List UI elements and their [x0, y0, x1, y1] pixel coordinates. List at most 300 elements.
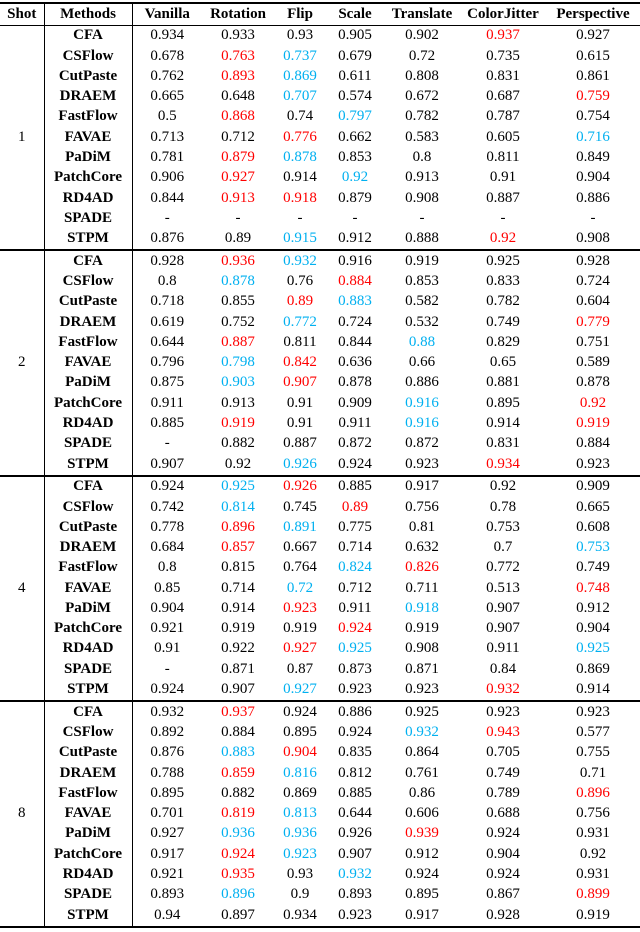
value-cell: 0.871 — [405, 660, 439, 677]
method-cell: PatchCore — [44, 393, 132, 413]
value-cell: 0.919 — [405, 620, 439, 637]
method-cell: RD4AD — [44, 639, 132, 659]
value-cell: 0.907 — [486, 620, 520, 637]
value-cell: 0.896 — [576, 784, 610, 801]
value-cell: 0.886 — [405, 374, 439, 391]
method-cell: CSFlow — [44, 497, 132, 517]
value-cell: 0.919 — [283, 620, 317, 637]
value-cell: 0.923 — [405, 681, 439, 698]
value-cell: 0.911 — [338, 599, 372, 616]
value-cell: 0.893 — [150, 886, 185, 903]
method-cell: DRAEM — [44, 87, 132, 107]
value-cell: 0.749 — [486, 764, 520, 781]
value-cell: 0.885 — [338, 784, 372, 801]
value-cell: - — [235, 209, 241, 226]
value-cell: 0.924 — [486, 865, 520, 882]
value-cell: 0.886 — [326, 701, 384, 723]
value-cell: 0.919 — [221, 415, 255, 431]
value-cell: 0.918 — [405, 599, 439, 616]
value-cell: 0.882 — [221, 435, 255, 452]
value-cell: 0.644 — [150, 333, 185, 350]
value-cell: 0.7 — [493, 539, 513, 556]
value-cell: 0.921 — [150, 620, 185, 637]
table-row — [0, 67, 640, 87]
value-cell: 0.896 — [221, 518, 255, 535]
value-cell: 0.72 — [408, 47, 436, 64]
value-cell: 0.833 — [486, 273, 520, 290]
value-cell: 0.826 — [405, 559, 439, 576]
method-cell: RD4AD — [44, 865, 132, 885]
value-cell: - — [164, 660, 170, 677]
value-cell: 0.84 — [489, 660, 517, 677]
table-row — [0, 905, 640, 927]
value-cell: 0.936 — [202, 250, 274, 272]
value-cell: - — [500, 209, 506, 226]
value-cell: 0.605 — [486, 128, 520, 145]
value-cell: 0.672 — [405, 88, 439, 105]
value-cell: 0.907 — [486, 599, 520, 616]
value-cell: 0.882 — [221, 784, 255, 801]
value-cell: 0.93 — [286, 27, 314, 44]
value-cell: 0.89 — [341, 498, 369, 515]
method-cell: CutPaste — [44, 743, 132, 763]
shot-cell: 8 — [0, 701, 44, 927]
value-cell: 0.904 — [576, 169, 610, 186]
value-cell: 0.748 — [576, 579, 610, 596]
value-cell: 0.875 — [150, 374, 185, 391]
value-cell: 0.937 — [202, 701, 274, 723]
value-cell: 0.925 — [576, 640, 610, 657]
value-cell: 0.864 — [405, 744, 439, 761]
value-cell: 0.907 — [221, 681, 255, 698]
value-cell: 0.615 — [576, 47, 610, 64]
value-cell: 0.883 — [338, 293, 372, 310]
value-cell: 0.76 — [286, 273, 314, 290]
value-cell: 0.737 — [283, 47, 317, 64]
value-cell: 0.925 — [384, 701, 460, 723]
method-cell: FAVAE — [44, 127, 132, 147]
value-cell: 0.687 — [486, 88, 520, 105]
value-cell: 0.775 — [338, 518, 372, 535]
method-cell: DRAEM — [44, 763, 132, 783]
value-cell: 0.86 — [408, 784, 436, 801]
value-cell: 0.764 — [283, 559, 317, 576]
value-cell: 0.883 — [221, 744, 255, 761]
table-row — [0, 844, 640, 864]
value-cell: 0.778 — [150, 518, 185, 535]
value-cell: 0.532 — [405, 313, 439, 330]
value-cell: - — [419, 209, 425, 226]
value-cell: 0.781 — [150, 148, 185, 165]
header-row — [0, 3, 640, 26]
value-cell: 0.753 — [576, 539, 610, 556]
value-cell: 0.873 — [338, 660, 372, 677]
value-cell: 0.908 — [405, 189, 439, 206]
value-cell: 0.844 — [338, 333, 372, 350]
value-cell: 0.71 — [579, 764, 607, 781]
table-row — [0, 353, 640, 373]
value-cell: 0.867 — [486, 886, 520, 903]
value-cell: 0.714 — [338, 539, 372, 556]
method-cell: CFA — [44, 701, 132, 723]
value-cell: 0.869 — [283, 784, 317, 801]
table-row — [0, 804, 640, 824]
method-cell: CSFlow — [44, 272, 132, 292]
table-header — [0, 3, 640, 26]
table-body — [0, 26, 640, 928]
value-cell: 0.924 — [132, 476, 202, 498]
value-cell: 0.796 — [150, 354, 185, 371]
value-cell: 0.912 — [576, 599, 610, 616]
value-cell: 0.92 — [579, 394, 607, 411]
value-cell: 0.735 — [486, 47, 520, 64]
table-row — [0, 680, 640, 702]
value-cell: 0.914 — [283, 169, 317, 186]
value-cell: 0.754 — [576, 108, 610, 125]
value-cell: 0.714 — [221, 579, 255, 596]
value-cell: 0.913 — [221, 189, 255, 206]
value-cell: 0.779 — [576, 313, 610, 330]
value-cell: 0.918 — [283, 189, 317, 206]
value-cell: 0.88 — [408, 333, 436, 350]
value-cell: 0.688 — [486, 805, 520, 822]
value-cell: 0.914 — [221, 599, 255, 616]
value-cell: 0.87 — [286, 660, 314, 677]
value-cell: 0.887 — [221, 333, 255, 350]
value-cell: 0.713 — [150, 128, 185, 145]
value-cell: 0.925 — [202, 476, 274, 498]
value-cell: 0.917 — [405, 906, 439, 923]
value-cell: 0.927 — [576, 27, 610, 44]
table-row — [0, 292, 640, 312]
value-cell: 0.902 — [405, 27, 439, 44]
value-cell: 0.92 — [460, 476, 546, 498]
value-cell: 0.762 — [150, 67, 185, 84]
value-cell: 0.914 — [576, 681, 610, 698]
value-cell: 0.932 — [274, 250, 326, 272]
value-cell: 0.886 — [576, 189, 610, 206]
value-cell: 0.513 — [486, 579, 520, 596]
value-cell: 0.904 — [576, 620, 610, 637]
value-cell: 0.582 — [405, 293, 439, 310]
value-cell: 0.824 — [338, 559, 372, 576]
value-cell: 0.813 — [283, 805, 317, 822]
value-cell: 0.868 — [221, 108, 255, 125]
value-cell: 0.916 — [326, 250, 384, 272]
value-cell: 0.772 — [283, 313, 317, 330]
value-cell: 0.74 — [286, 108, 314, 125]
value-cell: 0.756 — [405, 498, 439, 515]
value-cell: 0.932 — [338, 865, 372, 882]
method-cell: PaDiM — [44, 148, 132, 168]
col-header-methods: Methods — [44, 3, 132, 26]
method-cell: STPM — [44, 905, 132, 927]
value-cell: 0.923 — [283, 599, 317, 616]
value-cell: 0.888 — [405, 230, 439, 247]
value-cell: 0.884 — [221, 724, 255, 741]
method-cell: DRAEM — [44, 312, 132, 332]
value-cell: 0.755 — [576, 744, 610, 761]
value-cell: 0.895 — [486, 394, 520, 411]
col-header-scale: Scale — [326, 3, 384, 26]
method-cell: STPM — [44, 454, 132, 476]
method-cell: SPADE — [44, 885, 132, 905]
value-cell: 0.724 — [338, 313, 372, 330]
table-row — [0, 865, 640, 885]
value-cell: 0.906 — [150, 169, 185, 186]
value-cell: 0.632 — [405, 539, 439, 556]
col-header-colorjitter: ColorJitter — [460, 3, 546, 26]
value-cell: 0.861 — [576, 67, 610, 84]
value-cell: 0.91 — [489, 169, 517, 186]
value-cell: 0.923 — [576, 455, 610, 472]
table-row — [0, 885, 640, 905]
value-cell: 0.831 — [486, 435, 520, 452]
value-cell: 0.885 — [326, 476, 384, 498]
value-cell: 0.811 — [486, 148, 520, 165]
value-cell: - — [352, 209, 358, 226]
method-cell: CFA — [44, 26, 132, 47]
value-cell: - — [164, 209, 170, 226]
value-cell: 0.916 — [405, 394, 439, 411]
method-cell: CSFlow — [44, 46, 132, 66]
table-row — [0, 229, 640, 251]
col-header-rotation: Rotation — [202, 3, 274, 26]
table-row — [0, 250, 640, 272]
value-cell: 0.878 — [283, 148, 317, 165]
value-cell: 0.893 — [221, 67, 255, 84]
value-cell: 0.926 — [274, 476, 326, 498]
value-cell: 0.924 — [338, 455, 372, 472]
value-cell: 0.662 — [338, 128, 372, 145]
value-cell: 0.927 — [221, 169, 255, 186]
value-cell: 0.919 — [576, 906, 610, 923]
method-cell: CSFlow — [44, 723, 132, 743]
method-cell: PaDiM — [44, 599, 132, 619]
value-cell: 0.923 — [460, 701, 546, 723]
value-cell: 0.934 — [283, 906, 317, 923]
value-cell: 0.92 — [489, 230, 517, 247]
value-cell: - — [164, 435, 170, 452]
table-row — [0, 168, 640, 188]
value-cell: 0.928 — [546, 250, 640, 272]
value-cell: 0.814 — [221, 498, 255, 515]
value-cell: 0.923 — [283, 845, 317, 862]
table-row — [0, 26, 640, 47]
value-cell: 0.887 — [486, 189, 520, 206]
value-cell: 0.94 — [154, 906, 181, 923]
value-cell: 0.712 — [221, 128, 255, 145]
table-row — [0, 46, 640, 66]
value-cell: 0.763 — [221, 47, 255, 64]
table-row — [0, 784, 640, 804]
value-cell: 0.916 — [405, 415, 439, 431]
value-cell: 0.853 — [338, 148, 372, 165]
value-cell: 0.842 — [283, 354, 317, 371]
method-cell: CutPaste — [44, 518, 132, 538]
value-cell: 0.644 — [338, 805, 372, 822]
table-row — [0, 723, 640, 743]
value-cell: 0.923 — [405, 455, 439, 472]
value-cell: 0.917 — [150, 845, 185, 862]
value-cell: 0.904 — [150, 599, 185, 616]
value-cell: 0.936 — [221, 825, 255, 842]
value-cell: 0.903 — [221, 374, 255, 391]
table-row — [0, 188, 640, 208]
method-cell: PatchCore — [44, 619, 132, 639]
value-cell: 0.89 — [286, 293, 314, 310]
value-cell: 0.869 — [576, 660, 610, 677]
value-cell: 0.872 — [405, 435, 439, 452]
value-cell: 0.91 — [286, 415, 314, 431]
method-cell: FastFlow — [44, 107, 132, 127]
method-cell: STPM — [44, 680, 132, 702]
value-cell: 0.932 — [132, 701, 202, 723]
method-cell: SPADE — [44, 434, 132, 454]
value-cell: 0.665 — [150, 88, 185, 105]
table-row — [0, 743, 640, 763]
col-header-shot: Shot — [0, 3, 44, 26]
value-cell: 0.797 — [338, 108, 372, 125]
value-cell: 0.925 — [460, 250, 546, 272]
value-cell: 0.924 — [338, 620, 372, 637]
value-cell: 0.752 — [221, 313, 255, 330]
value-cell: 0.912 — [338, 230, 372, 247]
value-cell: 0.811 — [283, 333, 317, 350]
shot-cell: 2 — [0, 250, 44, 475]
value-cell: 0.881 — [486, 374, 520, 391]
value-cell: 0.905 — [338, 27, 372, 44]
value-cell: 0.611 — [338, 67, 372, 84]
value-cell: 0.5 — [157, 108, 177, 125]
value-cell: 0.896 — [221, 886, 255, 903]
value-cell: 0.887 — [283, 435, 317, 452]
value-cell: 0.667 — [283, 539, 317, 556]
table-row — [0, 497, 640, 517]
value-cell: 0.879 — [338, 189, 372, 206]
value-cell: 0.92 — [341, 169, 369, 186]
value-cell: 0.742 — [150, 498, 185, 515]
value-cell: 0.871 — [221, 660, 255, 677]
value-cell: 0.926 — [338, 825, 372, 842]
value-cell: 0.932 — [486, 681, 520, 698]
value-cell: 0.934 — [486, 455, 520, 472]
value-cell: 0.756 — [576, 805, 610, 822]
value-cell: 0.808 — [405, 67, 439, 84]
value-cell: 0.876 — [150, 744, 185, 761]
value-cell: 0.878 — [338, 374, 372, 391]
value-cell: 0.787 — [486, 108, 520, 125]
value-cell: 0.789 — [486, 784, 520, 801]
value-cell: 0.92 — [224, 455, 252, 472]
value-cell: 0.701 — [150, 805, 185, 822]
value-cell: 0.8 — [412, 148, 432, 165]
value-cell: 0.749 — [576, 559, 610, 576]
value-cell: 0.876 — [150, 230, 185, 247]
value-cell: 0.872 — [338, 435, 372, 452]
value-cell: 0.931 — [576, 825, 610, 842]
table-row — [0, 824, 640, 844]
value-cell: 0.8 — [157, 559, 177, 576]
table-row — [0, 454, 640, 476]
table-row — [0, 127, 640, 147]
results-table — [0, 2, 640, 928]
value-cell: 0.835 — [338, 744, 372, 761]
value-cell: 0.831 — [486, 67, 520, 84]
table-row — [0, 518, 640, 538]
value-cell: 0.924 — [338, 724, 372, 741]
table-row — [0, 87, 640, 107]
value-cell: 0.885 — [150, 415, 185, 431]
table-row — [0, 578, 640, 598]
value-cell: 0.939 — [405, 825, 439, 842]
shot-cell: 4 — [0, 476, 44, 701]
method-cell: CutPaste — [44, 292, 132, 312]
value-cell: 0.89 — [224, 230, 252, 247]
value-cell: 0.911 — [486, 640, 520, 657]
value-cell: 0.879 — [221, 148, 255, 165]
method-cell: FastFlow — [44, 558, 132, 578]
value-cell: 0.884 — [576, 435, 610, 452]
value-cell: 0.928 — [486, 906, 520, 923]
value-cell: 0.932 — [405, 724, 439, 741]
table-row — [0, 333, 640, 353]
value-cell: 0.798 — [221, 354, 255, 371]
value-cell: 0.844 — [150, 189, 185, 206]
value-cell: 0.712 — [338, 579, 372, 596]
value-cell: - — [297, 209, 303, 226]
method-cell: FastFlow — [44, 333, 132, 353]
table-row — [0, 763, 640, 783]
value-cell: 0.927 — [150, 825, 185, 842]
value-cell: 0.705 — [486, 744, 520, 761]
value-cell: 0.927 — [283, 681, 317, 698]
method-cell: RD4AD — [44, 414, 132, 434]
value-cell: 0.904 — [283, 744, 317, 761]
value-cell: 0.908 — [405, 640, 439, 657]
value-cell: 0.878 — [221, 273, 255, 290]
value-cell: 0.919 — [576, 415, 610, 431]
value-cell: 0.574 — [338, 88, 372, 105]
value-cell: 0.924 — [405, 865, 439, 882]
table-row — [0, 701, 640, 723]
value-cell: 0.884 — [338, 273, 372, 290]
table-row — [0, 619, 640, 639]
value-cell: 0.718 — [150, 293, 185, 310]
value-cell: 0.9 — [290, 886, 310, 903]
value-cell: 0.895 — [283, 724, 317, 741]
value-cell: 0.91 — [286, 394, 314, 411]
value-cell: 0.782 — [486, 293, 520, 310]
value-cell: 0.908 — [576, 230, 610, 247]
value-cell: 0.923 — [546, 701, 640, 723]
value-cell: 0.759 — [576, 88, 610, 105]
value-cell: 0.819 — [221, 805, 255, 822]
value-cell: 0.678 — [150, 47, 185, 64]
table-row — [0, 476, 640, 498]
value-cell: 0.913 — [405, 169, 439, 186]
value-cell: 0.923 — [338, 906, 372, 923]
method-cell: SPADE — [44, 209, 132, 229]
value-cell: 0.893 — [338, 886, 372, 903]
value-cell: 0.899 — [576, 886, 610, 903]
value-cell: 0.892 — [150, 724, 185, 741]
value-cell: 0.679 — [338, 47, 372, 64]
value-cell: 0.815 — [221, 559, 255, 576]
value-cell: 0.907 — [283, 374, 317, 391]
value-cell: 0.85 — [154, 579, 181, 596]
value-cell: 0.749 — [486, 313, 520, 330]
